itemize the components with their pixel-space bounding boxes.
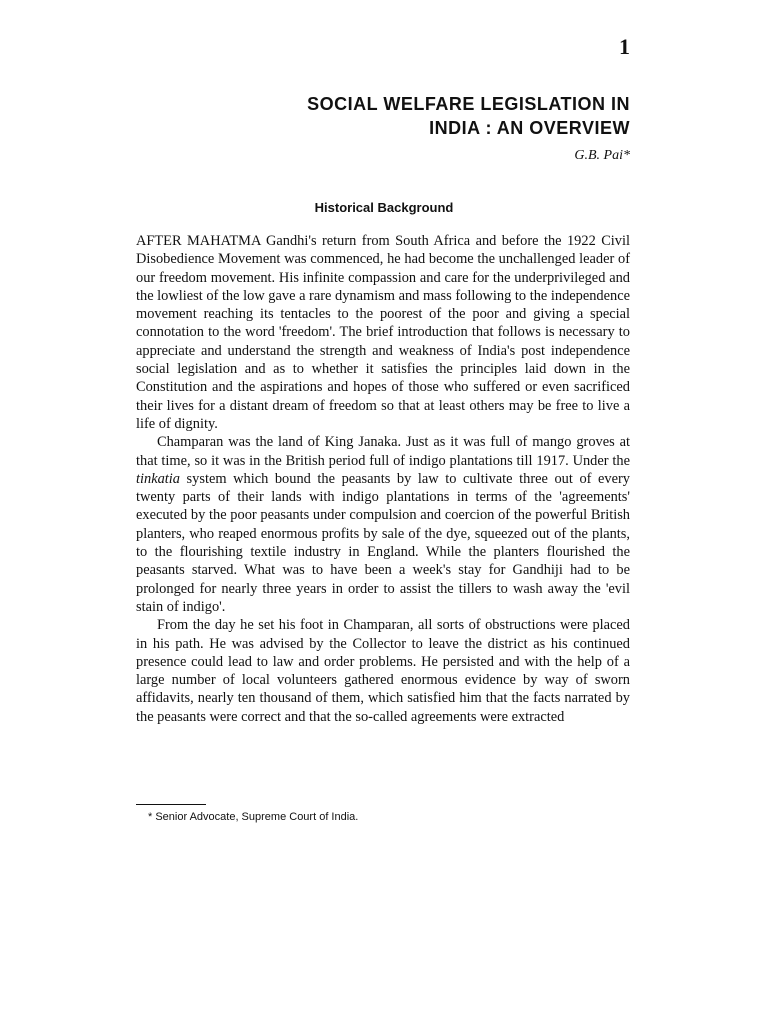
author-name: G.B. Pai* bbox=[574, 148, 630, 163]
paragraph-2-text-before: Champaran was the land of King Janaka. Just as it was full of mango groves at that time, so it was in the British period full of indigo plantations till 1917. Under the bbox=[136, 434, 630, 469]
footnote-divider bbox=[136, 804, 206, 805]
article-title bbox=[170, 92, 630, 140]
article-title-line-1: SOCIAL WELFARE LEGISLATION IN bbox=[307, 94, 630, 114]
body-text bbox=[136, 232, 630, 726]
paragraph-2-italic-term: tinkatia bbox=[136, 470, 180, 487]
footnote: * Senior Advocate, Supreme Court of India. bbox=[148, 811, 359, 823]
paragraph-2-text-after: system which bound the peasants by law to cultivate three out of every twenty parts of their lands with indigo plantations in terms of the 'agreements' executed by the poor peasants under compulsion and coercion of the powerful British planters, who reaped enormous profits by sale of the dye, squeezed out of the plants, to the flourishing textile industry in England. While the planters flourished the peasants starved. What was to have been a week's stay for Gandhiji had to be prolonged for nearly three years in order to assist the tillers to wash away the 'evil stain of indigo'. bbox=[136, 470, 630, 615]
paragraph-1: AFTER MAHATMA Gandhi's return from South Africa and before the 1922 Civil Disobedience Movement was commenced, he had become the unchallenged leader of our freedom movement. His infinite compassion and care for the underprivileged and the lowliest of the low gave a rare dynamism and mass following to the independence movement reaching its tentacles to the poorest of the poor and giving a special connotation to the word 'freedom'. The brief introduction that follows is necessary to appreciate and understand the strength and weakness of India's post independence social legislation and as to whether it satisfies the principles laid down in the Constitution and the aspirations and hopes of those who suffered or even sacrificed their lives for a distant dream of freedom so that at least others may be free to live a life of dignity. bbox=[136, 233, 630, 432]
section-heading: Historical Background bbox=[314, 200, 454, 215]
article-title-line-2: INDIA : AN OVERVIEW bbox=[429, 118, 630, 138]
page-number: 1 bbox=[619, 34, 630, 59]
paragraph-2 bbox=[136, 433, 630, 616]
paragraph-3: From the day he set his foot in Champaran, all sorts of obstructions were placed in his path. He was advised by the Collector to leave the district as his continued presence could lead to law and order problems. He persisted and with the help of a large number of local volunteers gathered enormous evidence by way of sworn affidavits, nearly ten thousand of them, which satisfied him that the facts narrated by the peasants were correct and that the so-called agreements were extracted bbox=[136, 617, 630, 725]
